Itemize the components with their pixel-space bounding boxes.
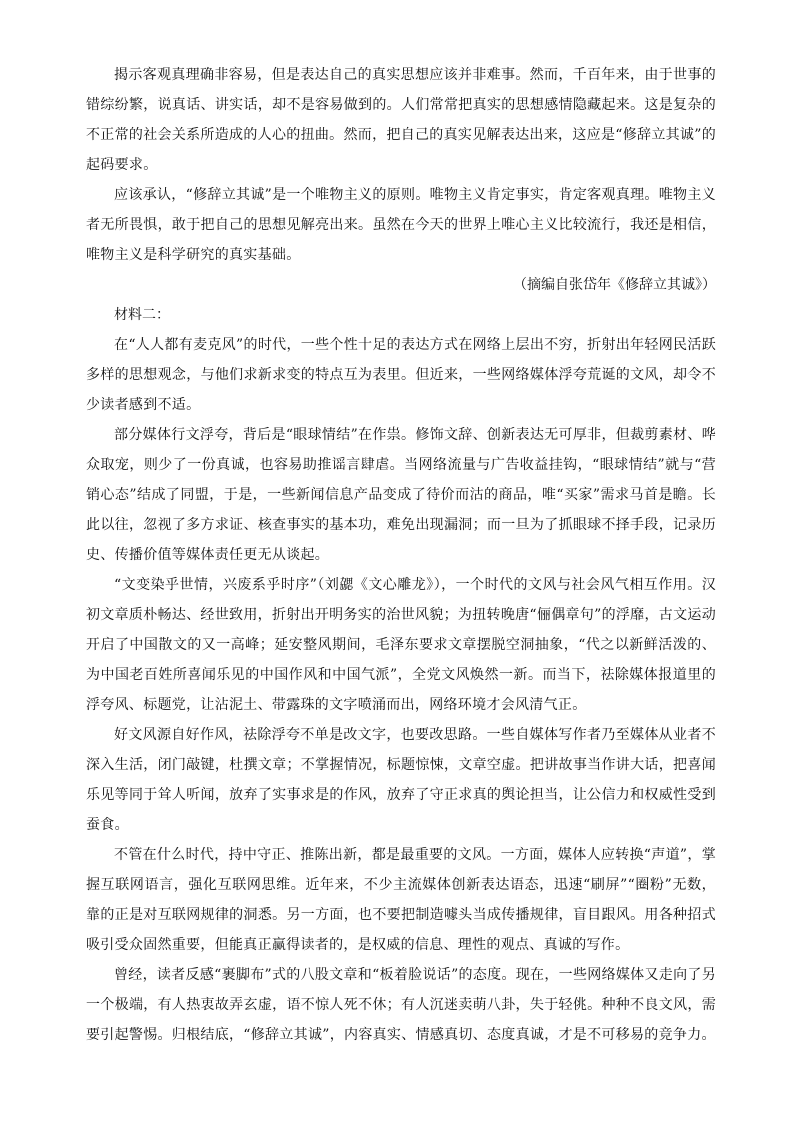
- document-page: [86, 60, 716, 1050]
- paragraph: “文变染乎世情，兴废系乎时序”（刘勰《文心雕龙》），一个时代的文风与社会风气相互作用。汉初文章质朴畅达、经世致用，折射出开明务实的治世风貌；为扭转晚唐“俪偶章句”的浮靡，古文运动开启了中国散文的又一高峰；延安整风期间，毛泽东要求文章摆脱空洞抽象，“代之以新鲜活泼的、为中国老百姓所喜闻乐见的中国作风和中国气派”，全党文风焕然一新。而当下，祛除媒体报道里的浮夸风、标题党，让沾泥土、带露珠的文字喷涌而出，网络环境才会风清气正。: [86, 577, 716, 713]
- source-citation: （摘编自张岱年《修辞立其诚》）: [513, 277, 716, 293]
- paragraph: 曾经，读者反感“裹脚布”式的八股文章和“板着脸说话”的态度。现在，一些网络媒体又走向了另一个极端，有人热衷故弄玄虚，语不惊人死不休；有人沉迷卖萌八卦，失于轻佻。种种不良文风，需要引起警惕。归根结底，“修辞立其诚”，内容真实、情感真切、态度真诚，才是不可移易的竞争力。: [86, 967, 716, 1043]
- paragraph: 不管在什么时代，持中守正、推陈出新，都是最重要的文风。一方面，媒体人应转换“声道”，掌握互联网语言，强化互联网思维。近年来，不少主流媒体创新表达语态，迅速“刷屏”“圈粉”无数，靠的正是对互联网规律的洞悉。另一方面，也不要把制造噱头当成传播规律，盲目跟风。用各种招式吸引受众固然重要，但能真正赢得读者的，是权威的信息、理性的观点、真诚的写作。: [86, 847, 716, 953]
- paragraph: 揭示客观真理确非容易，但是表达自己的真实思想应该并非难事。然而，千百年来，由于世事的错综纷繁，说真话、讲实话，却不是容易做到的。人们常常把真实的思想感情隐藏起来。这是复杂的不正常的社会关系所造成的人心的扭曲。然而，把自己的真实见解表达出来，这应是“修辞立其诚”的起码要求。: [86, 67, 716, 173]
- paragraph: 部分媒体行文浮夸，背后是“眼球情结”在作祟。修饰文辞、创新表达无可厚非，但裁剪素材、哗众取宠，则少了一份真诚，也容易助推谣言肆虐。当网络流量与广告收益挂钩，“眼球情结”就与“营销心态”结成了同盟，于是，一些新闻信息产品变成了待价而沽的商品，唯“买家”需求马首是瞻。长此以往，忽视了多方求证、核查事实的基本功，难免出现漏洞；而一旦为了抓眼球不择手段，记录历史、传播价值等媒体责任更无从谈起。: [86, 427, 716, 563]
- paragraph: 在“人人都有麦克风”的时代，一些个性十足的表达方式在网络上层出不穷，折射出年轻网民活跃多样的思想观念，与他们求新求变的特点互为表里。但近来，一些网络媒体浮夸荒诞的文风，却令不少读者感到不适。: [86, 337, 716, 413]
- paragraph: 好文风源自好作风，祛除浮夸不单是改文字，也要改思路。一些自媒体写作者乃至媒体从业者不深入生活，闭门敲键，杜撰文章；不掌握情况，标题惊悚，文章空虚。把讲故事当作讲大话，把喜闻乐见等同于耸人听闻，放弃了实事求是的作风，放弃了守正求真的舆论担当，让公信力和权威性受到蚕食。: [86, 727, 716, 833]
- material-two-heading: 材料二：: [114, 307, 170, 323]
- paragraph: 应该承认，“修辞立其诚”是一个唯物主义的原则。唯物主义肯定事实，肯定客观真理。唯物主义者无所畏惧，敢于把自己的思想见解亮出来。虽然在今天的世界上唯心主义比较流行，我还是相信，唯物主义是科学研究的真实基础。: [86, 187, 716, 263]
